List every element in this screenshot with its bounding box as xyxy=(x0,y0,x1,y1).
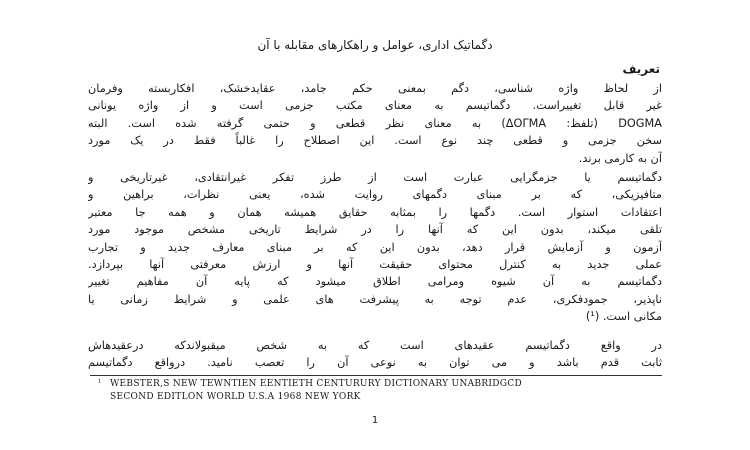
paragraph-definition xyxy=(88,80,662,167)
section-heading: تعریف xyxy=(622,62,660,76)
text-line: آزمون و آزمایش قرار دهد، بدون این که بر مبنای معارف جدید و تجارب xyxy=(88,240,662,254)
text-line: سخن جزمی و قطعی چند نوع است. این اصطلاح را غالباً فقط در یک مورد xyxy=(88,134,662,148)
text-line: دگماتیسم یا جزمگرایی عبارت است از طرز تفکر غیرانتقادی، غیرتاریخی و xyxy=(88,171,662,184)
text-line: دگماتیسم به آن شیوه ومرامی اطلاق میشود که پایه آن مفاهیم تغییر xyxy=(88,275,662,289)
text-line: اعتقادات استوار است. دگمها را بمثابه حقایق همیشه همان و همه جا معتبر xyxy=(88,205,662,219)
text-line: از لحاظ واژه شناسی، دگم بمعنی حکم جامد، عقایدخشک، افکاربسته وفرمان xyxy=(88,82,662,95)
footnote xyxy=(98,378,522,404)
footnote-marker: ¹ xyxy=(98,378,102,387)
text-line: متافیزیکی، که بر مبنای دگمهای روایت شده، یعنی نظرات، براهین و xyxy=(88,188,662,202)
paragraph-dogmatism xyxy=(88,169,662,326)
document-title: دگماتیک اداری، عوامل و راهکارهای مقابله با آن xyxy=(257,38,493,52)
paragraph-in-fact xyxy=(88,337,662,372)
text-line: DOGMA (تلفظ: ΔΟΓΜΑ) به معنای نظر قطعی و حتمی گرفته شده است. البته xyxy=(88,116,662,130)
footnote-line: WEBSTER,S NEW TEWNTIEN EENTIETH CENTURURY DICTIONARY UNABRIDGCD xyxy=(110,379,522,389)
page-number: 1 xyxy=(371,415,379,426)
text-line: مکانی است. (¹) xyxy=(585,310,662,324)
footnote-divider xyxy=(90,375,662,376)
text-line: عملی جدید به کنترل محتوای حقیقت آنها و ارزش معرفتی آنها بپردازد. xyxy=(88,257,662,271)
text-line: غیر قابل تغییراست. دگماتیسم به معنای مکتب جزمی است و از واژه یونانی xyxy=(88,99,662,113)
text-line: در واقع دگماتیسم عقیدهای است که به شخص میقبولاندکه درعقیدهاش xyxy=(88,339,662,352)
footnote-line: SECOND EDITLON WORLD U.S.A 1968 NEW YORK xyxy=(110,392,361,402)
text-line: آن به کارمی برند. xyxy=(578,151,662,165)
text-line: ناپذیر، جمودفکری، عدم توجه به پیشرفت های علمی و شرایط زمانی یا xyxy=(88,292,662,306)
text-line: ثابت قدم باشد و می توان به نوعی آن را تعصب نامید. درواقع دگماتیسم xyxy=(88,356,662,370)
text-line: تلقی میکند، بدون این که آنها را در شرایط تاریخی مشخص موجود مورد xyxy=(88,223,662,237)
